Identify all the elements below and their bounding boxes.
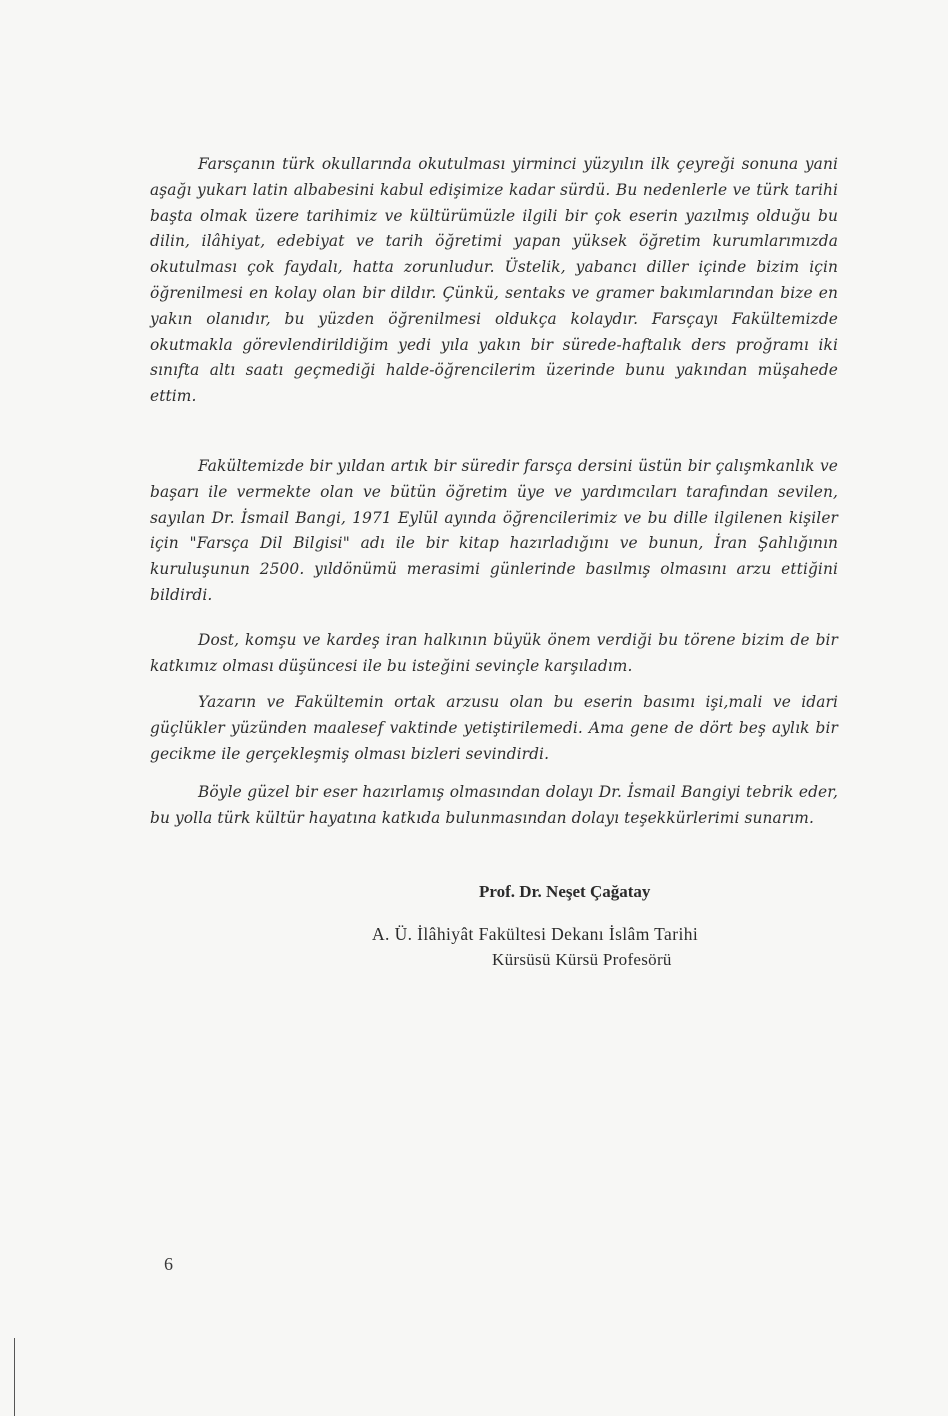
paragraph-2 <box>150 454 838 609</box>
paragraph-text: Yazarın ve Fakültemin ortak arzusu olan bu eserin basımı işi,mali ve idari güçlükler yüzünden maalesef vaktinde yetiştirilemedi. Ama gene de dört beş aylık bir gecikme ile gerçekleşmiş olması bizleri sevindirdi. <box>150 693 838 763</box>
signature-name: Prof. Dr. Neşet Çağatay <box>479 882 651 901</box>
paragraph-text: Böyle güzel bir eser hazırlamış olmasından dolayı Dr. İsmail Bangiyi tebrik eder, bu yolla türk kültür hayatına katkıda bulunmasından dolayı teşekkürlerimi sunarım. <box>150 783 838 827</box>
paragraph-text: Dost, komşu ve kardeş iran halkının büyük önem verdiği bu törene bizim de bir katkımız olması düşüncesi ile bu isteğini sevinçle karşıladım. <box>150 631 838 675</box>
paragraph-text: Fakültemizde bir yıldan artık bir süredir farsça dersini üstün bir çalışmkanlık ve başarı ile vermekte olan ve bütün öğretim üye ve yardımcıları tarafından sevilen, sayılan Dr. İsmail Bangi, 1971 Eylül ayında öğrencilerimiz ve bu dille ilgilenen kişiler için "Farsça Dil Bilgisi" adı ile bir kitap hazırladığını ve bunun, İran Şahlığının kuruluşunun 2500. yıldönümü merasimi günlerinde basılmış olmasını arzu ettiğini bildirdi. <box>150 457 838 604</box>
paragraph-3 <box>150 628 838 680</box>
paragraph-5 <box>150 780 838 832</box>
signature-title-line-2: Kürsüsü Kürsü Profesörü <box>492 950 672 969</box>
binding-edge-line <box>14 1338 15 1416</box>
paragraph-1 <box>150 152 838 410</box>
paragraph-4 <box>150 690 838 767</box>
page-number: 6 <box>164 1254 173 1274</box>
signature-title-line-1: A. Ü. İlâhiyât Fakültesi Dekanı İslâm Tarihi <box>372 924 699 944</box>
paragraph-text: Farsçanın türk okullarında okutulması yirminci yüzyılın ilk çeyreği sonuna yani aşağı yukarı latin albabesini kabul edişimize kadar sürdü. Bu nedenlerle ve türk tarihi başta olmak üzere tarihimiz ve kültürümüzle ilgili bir çok eserin yazılmış olduğu bu dilin, ilâhiyat, edebiyat ve tarih öğretimi yapan yüksek öğretim kurumlarımızda okutulması çok faydalı, hatta zorunludur. Üstelik, yabancı diller içinde bizim için öğrenilmesi en kolay olan bir dildır. Çünkü, sentaks ve gramer bakımlarından bize en yakın olanıdır, bu yüzden öğrenilmesi oldukça kolaydır. Farsçayı Fakültemizde okutmakla görevlendirildiğim yedi yıla yakın bir sürede-haftalık ders proğramı iki sınıfta altı saatı geçmediği halde-öğrencilerim üzerinde bunu yakından müşahede ettim. <box>150 155 838 406</box>
